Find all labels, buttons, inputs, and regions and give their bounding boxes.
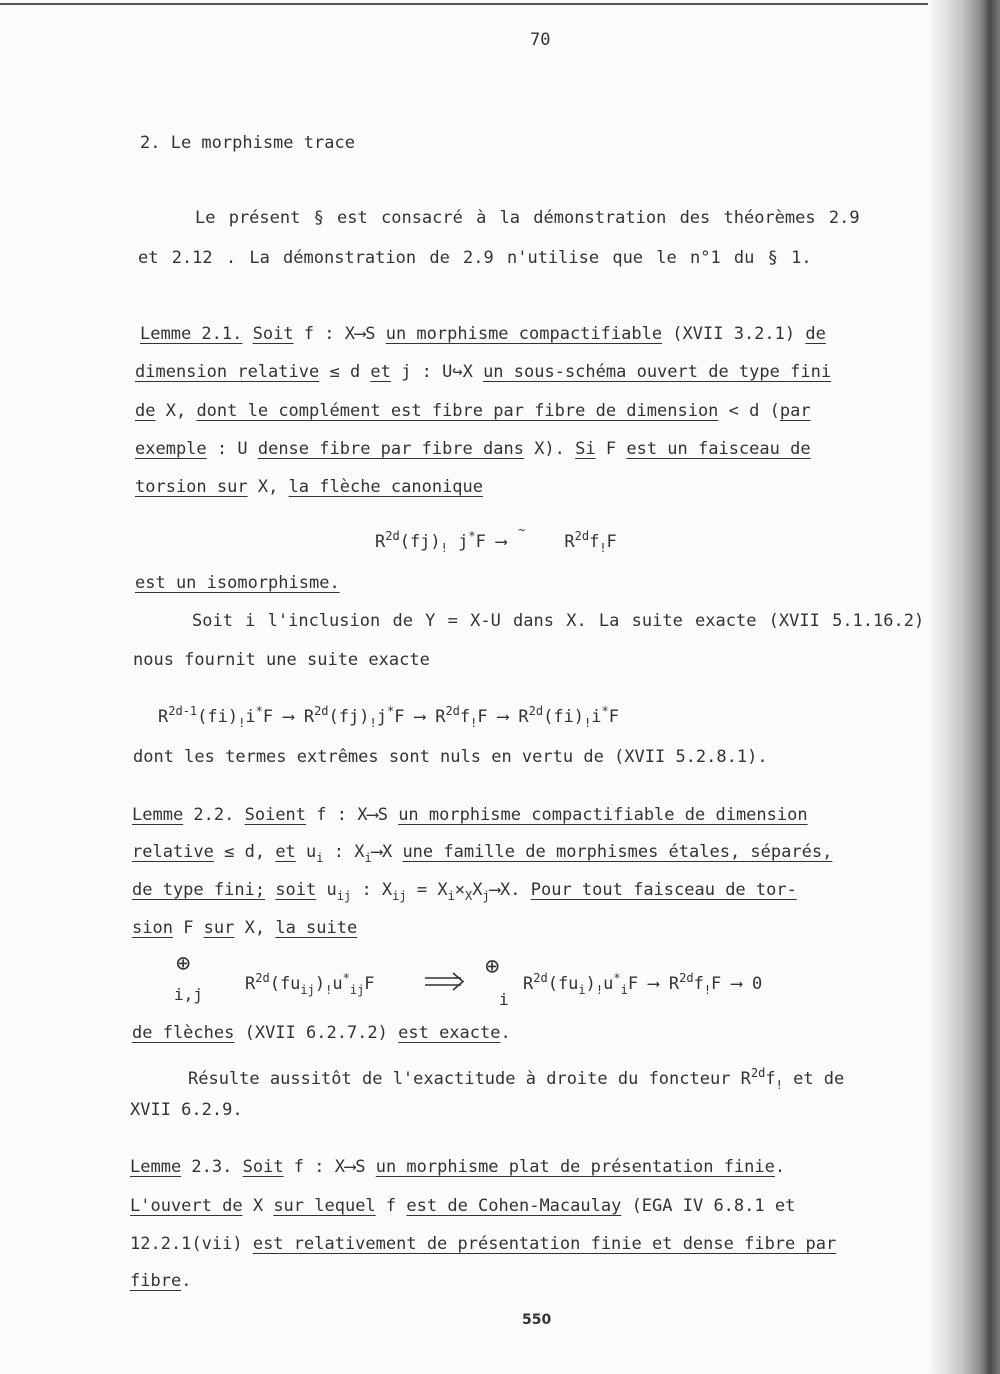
para-line-1: Soit i l'inclusion de Y = X-U dans X. La suite exacte (XVII 5.1.16.2) (192, 611, 925, 631)
index-i: i (499, 990, 509, 1009)
formula-2-2-term-1: $R^{2d}(fu_{ij})_!u^*_{ij}F$ (245, 971, 375, 997)
lemma-2-2-line-4: sion F sur X, la suite (132, 918, 358, 938)
arrow-icon: ⟶ (489, 880, 501, 900)
lemma-2-2-line-1: Lemme 2.2. Soient f : X⟶S un morphisme compactifiable de dimension (132, 805, 808, 825)
oplus-icon: ⊕ (176, 949, 191, 977)
arrow-icon: ⟶ (371, 842, 382, 862)
para-line-2: nous fournit une suite exacte (133, 650, 430, 670)
arrow-icon: ⟶ (354, 324, 366, 344)
arrow-icon: ⟶ (367, 805, 378, 825)
page-number-top: 70 (530, 30, 551, 50)
lemma-2-1-label: Lemme 2.1. (140, 324, 243, 344)
intro-line-1: Le présent § est consacré à la démonstration des théorèmes 2.9 (195, 208, 860, 228)
lemma-2-1-line-4: exemple : U dense fibre par fibre dans X). Si F est un faisceau de (135, 439, 811, 459)
lemma-2-1-line-1: Lemme 2.1. Soit f : X⟶S un morphisme compactifiable (XVII 3.2.1) de (140, 324, 826, 344)
lemma-2-2-line-7: XVII 6.2.9. (130, 1100, 243, 1120)
arrow-icon: ⟶ (344, 1157, 356, 1177)
iso-arrow-icon: ~ ⟶ (496, 523, 526, 552)
lemma-2-1-line-3: de X, dont le complément est fibre par fibre de dimension < d (par (135, 401, 811, 421)
page-number-bottom: 550 (522, 1312, 552, 1328)
arrow-icon: ⟶ (731, 974, 742, 994)
lemma-2-1-line-6: est un isomorphisme. (135, 573, 340, 593)
lemma-2-3-line-2: L'ouvert de X sur lequel f est de Cohen-Macaulay (EGA IV 6.8.1 et (130, 1196, 796, 1216)
lemma-2-2-line-6: Résulte aussitôt de l'exactitude à droite du foncteur $R^{2d}f_!$ et de (188, 1066, 845, 1092)
para-line-3: dont les termes extrêmes sont nuls en vertu de (XVII 5.2.8.1). (133, 747, 768, 767)
lemma-2-3-line-3: 12.2.1(vii) est relativement de présentation finie et dense fibre par (130, 1234, 837, 1254)
double-arrow-icon (423, 970, 467, 994)
lemma-2-2-line-3: de type fini; soit $u_{ij}$ : $X_{ij}$ = $X_i\times_XX_j⟶X$. Pour tout faisceau de tor- (132, 880, 797, 903)
arrow-icon: ⟶ (414, 707, 425, 727)
lemma-2-3-line-4: fibre. (130, 1271, 192, 1291)
lemma-2-1-line-5: torsion sur X, la flèche canonique (135, 477, 484, 497)
intro-line-2: et 2.12 . La démonstration de 2.9 n'utilise que le n°1 du § 1. (138, 248, 812, 268)
section-title: 2. Le morphisme trace (140, 133, 355, 153)
formula-2-1: $R^{2d}(fj)_!$ j*F ~ ⟶ $R^{2d}f_!F$ (375, 523, 617, 555)
arrow-icon: ⟶ (283, 707, 294, 727)
lemma-2-2-line-5: de flèches (XVII 6.2.7.2) est exacte. (132, 1023, 511, 1043)
lemma-2-3-line-1: Lemme 2.3. Soit f : X⟶S un morphisme plat de présentation finie. (130, 1157, 786, 1177)
hook-arrow-icon: ↪ (452, 362, 463, 382)
formula-exact-sequence: $R^{2d-1}(fi)_!i^*F$ ⟶ $R^{2d}(fj)_!j^*F$ ⟶ $R^{2d}f_!F$ ⟶ $R^{2d}(fi)_!i^*F$ (158, 704, 620, 730)
arrow-icon: ⟶ (648, 974, 659, 994)
index-ij: i,j (174, 985, 203, 1004)
lemma-2-3-label: Lemme (130, 1157, 182, 1177)
formula-2-2-term-2: $R^{2d}(fu_i)_!u^*_iF$ ⟶ $R^{2d}f_!F$ ⟶ 0 (523, 971, 763, 997)
lemma-2-2-line-2: relative ≤ d, et $u_i$ : $X_i⟶X$ une famille de morphismes étales, séparés, (132, 842, 833, 865)
top-rule (0, 3, 1000, 5)
lemma-2-1-line-2: dimension relative ≤ d et j : U↪X un sous-schéma ouvert de type fini (135, 362, 832, 382)
arrow-icon: ⟶ (497, 707, 509, 727)
lemma-2-2-label: Lemme (132, 805, 184, 825)
binding-shadow (928, 0, 1000, 1374)
oplus-icon: ⊕ (485, 952, 500, 980)
